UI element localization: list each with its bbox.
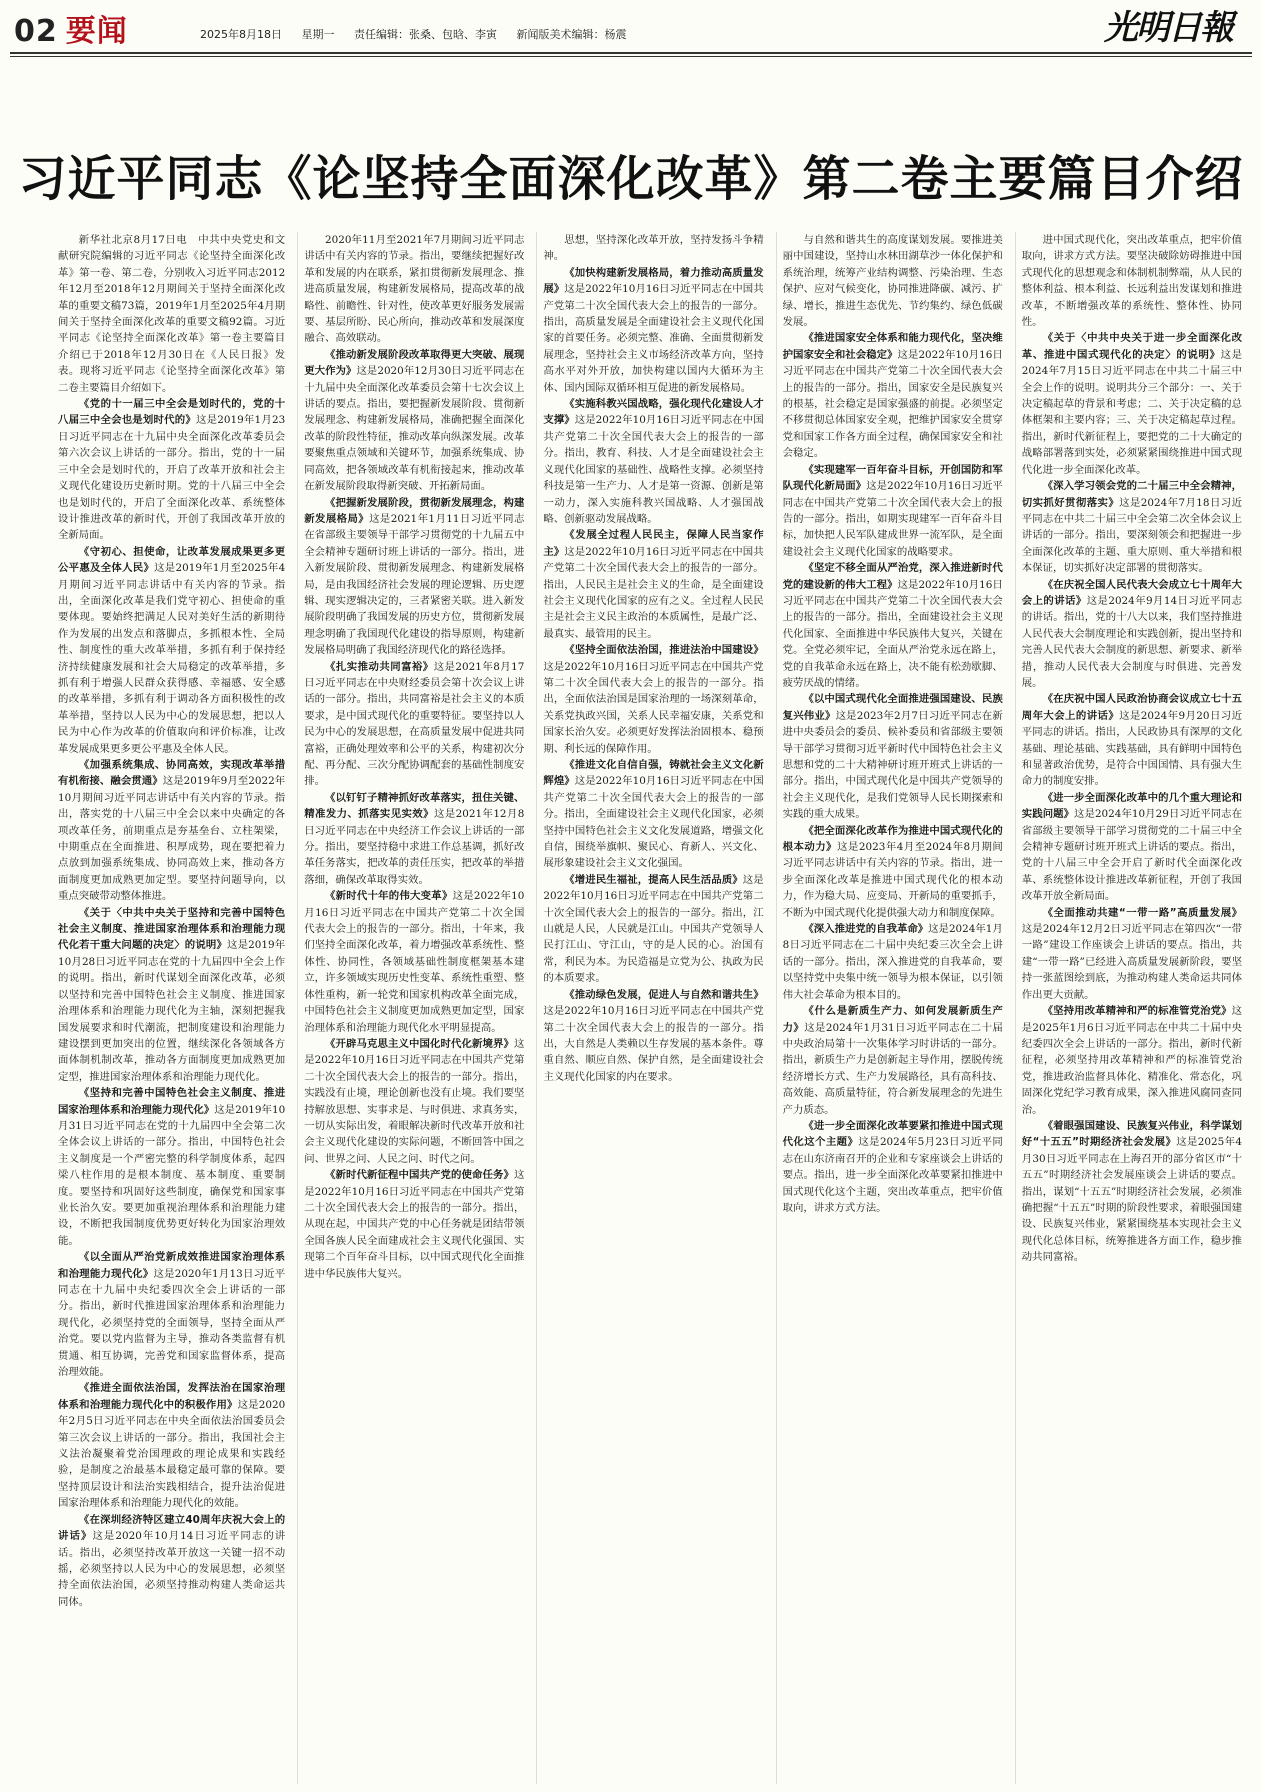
paragraph-text: 这是2024年12月2日习近平同志在第四次“一带一路”建设工作座谈会上讲话的要点。指出，共建“一带一路”已经进入高质量发展新阶段，要坚持一张蓝图绘到底，为推动构建人类命运共同体作出更大贡献。	[1021, 923, 1242, 1001]
article-paragraph	[1022, 790, 1242, 905]
article-paragraph	[783, 1118, 1003, 1216]
section-title: 《推进国家安全体系和能力现代化，坚决维护国家安全和社会稳定》	[782, 332, 1003, 361]
paragraph-text: 思想，坚持深化改革开放，坚持发扬斗争精神。	[543, 234, 764, 263]
article-paragraph	[783, 691, 1003, 822]
paragraph-text: 与自然和谐共生的高度谋划发展。要推进美丽中国建设，坚持山水林田湖草沙一体化保护和系统治理，统筹产业结构调整、污染治理、生态保护、应对气候变化，协同推进降碳、减污、扩绿、增长，推进生态优先、节约集约、绿色低碳发展。	[782, 234, 1003, 329]
paragraph-text: 这是2019年10月28日习近平同志在党的十九届四中全会上作的说明。指出，新时代谋划全面深化改革，必须以坚持和完善中国特色社会主义制度、推进国家治理体系和治理能力现代化为主轴，深刻把握我国发展要求和时代潮流，把制度建设和治理能力建设摆到更加突出的位置，继续深化各领域各方面体制机制改革，推动各方面制度更加成熟更加定型，推进国家治理体系和治理能力现代化。	[58, 939, 286, 1083]
paragraph-text: 这是2022年10月16日习近平同志在中国共产党第二十次全国代表大会上的报告的一部分。指出，国家安全是民族复兴的根基，社会稳定是国家强盛的前提。必须坚定不移贯彻总体国家安全观，把维护国家安全贯穿党和国家工作各方面全过程，确保国家安全和社会稳定。	[782, 348, 1003, 460]
paragraph-text: 这是2024年9月20日习近平同志的讲话。指出，人民政协具有深厚的文化基础、理论基础、实践基础，具有鲜明中国特色和显著政治优势，是符合中国国情、具有强大生命力的制度安排。	[1021, 709, 1242, 788]
column-1-items	[58, 396, 285, 1610]
section-title: 《开辟马克思主义中国化时代化新境界》	[324, 1037, 514, 1050]
article-paragraph	[304, 347, 524, 495]
article-paragraph	[304, 232, 524, 347]
article-paragraph	[543, 527, 763, 642]
article-paragraph	[1022, 232, 1242, 330]
headline: 习近平同志《论坚持全面深化改革》第二卷主要篇目介绍	[18, 151, 1244, 207]
section-title: 《加强系统集成、协同高效，实现改革举措有机衔接、融会贯通》	[58, 759, 286, 788]
paragraph-text: 这是2020年12月30日习近平同志在十九届中央全面深化改革委员会第十七次会议上讲话的要点。指出，要把握新发展阶段、贯彻新发展理念、构建新发展格局，准确把握全面深化改革的阶段性特征，推动改革向纵深发展。改革要聚焦重点领域和关键环节，加强系统集成、协同高效，把各领域改革有机衔接起来，推动改革在新发展阶段取得新突破、开拓新局面。	[304, 365, 525, 493]
section-title: 《实施科教兴国战略，强化现代化建设人才支撑》	[543, 398, 764, 427]
masthead	[0, 0, 1262, 54]
section-title: 《进一步全面深化改革中的几个重大理论和实践问题》	[1021, 791, 1242, 821]
column-5-items	[1022, 232, 1242, 1266]
paragraph-text: 这是2021年1月11日习近平同志在省部级主要领导干部学习贯彻党的十九届五中全会精神专题研讨班上讲话的一部分。指出，进入新发展阶段、贯彻新发展理念、构建新发展格局，是由我国经济社会发展的理论逻辑、历史逻辑、现实逻辑决定的，三者紧密关联。进入新发展阶段明确了我国发展的历史方位，贯彻新发展理念明确了我国现代化建设的指导原则，构建新发展格局明确了我国经济现代化的路径选择。	[304, 512, 525, 657]
article-paragraph	[304, 495, 524, 659]
section-title: 《把握新发展阶段，贯彻新发展理念，构建新发展格局》	[304, 496, 525, 525]
paragraph-text: 这是2024年5月23日习近平同志在山东济南召开的企业和专家座谈会上讲话的要点。指出，进一步全面深化改革要紧扣推进中国式现代化这个主题，突出改革重点，把牢价值取向，讲求方式方法。	[782, 1136, 1003, 1214]
section-title: 《把全面深化改革作为推进中国式现代化的根本动力》	[782, 824, 1003, 854]
article-paragraph	[1022, 1118, 1242, 1266]
paragraph-text: 这是2022年10月16日习近平同志在中国共产党第二十次全国代表大会上的报告的一部分。指出，实践没有止境，理论创新也没有止境。我们要坚持解放思想、实事求是、与时俱进、求真务实，一切从实际出发，着眼解决新时代改革开放和社会主义现代化建设的实际问题，不断回答中国之问、世界之问、人民之问、时代之问。	[304, 1037, 525, 1165]
article-paragraph	[58, 1512, 285, 1610]
article-paragraph	[543, 265, 763, 396]
paragraph-text: 这是2019年10月31日习近平同志在党的十九届四中全会第二次全体会议上讲话的一部分。指出，中国特色社会主义制度是一个严密完整的科学制度体系，起四梁八柱作用的是根本制度、基本制度、重要制度。要坚持和巩固好这些制度，确保党和国家事业长治久安。要更加重视治理体系和治理能力建设，不断把我国制度优势更好转化为国家治理效能。	[58, 1103, 286, 1247]
article-paragraph	[304, 659, 524, 790]
column-3-items	[543, 232, 763, 1085]
column-3	[536, 232, 763, 1784]
section-title: 《关于〈中共中央关于进一步全面深化改革、推进中国式现代化的决定〉的说明》	[1021, 332, 1242, 361]
article-paragraph	[304, 1167, 524, 1282]
paragraph-text: 这是2022年10月16日习近平同志在中国共产党第二十次全国代表大会上的报告的一部分。指出，人民民主是社会主义的生命，是全面建设社会主义现代化国家的应有之义。全过程人民民主是社会主义民主政治的本质属性，是最广泛、最真实、最管用的民主。	[543, 545, 764, 640]
article-lead: 新华社北京8月17日电 中共中央党史和文献研究院编辑的习近平同志《论坚持全面深化改革》第一卷、第二卷，分别收入习近平同志2012年12月至2018年12月期间关于坚持全面深化改革的重要文稿73篇，2019年1月至2025年4月期间关于坚持全面深化改革的重要文稿92篇。习近平同志《论坚持全面深化改革》第一卷主要篇目介绍已于2018年12月30日在《人民日报》发表。现将习近平同志《论坚持全面深化改革》第二卷主要篇目介绍如下。	[58, 234, 286, 394]
section-title: 《着眼强国建设、民族复兴伟业，科学谋划好“十五五”时期经济社会发展》	[1021, 1119, 1242, 1149]
paragraph-text: 这是2024年10月29日习近平同志在省部级主要领导干部学习贯彻党的二十届三中全会精神专题研讨班开班式上讲话的要点。指出，党的十八届三中全会开启了新时代全面深化改革、系统整体设计推进改革新征程，开创了我国改革开放全新局面。	[1021, 808, 1242, 903]
article-paragraph	[1022, 577, 1242, 692]
paragraph-text: 这是2025年1月6日习近平同志在中共二十届中央纪委四次全会上讲话的一部分。指出，新时代新征程，必须坚持用改革精神和严的标准管党治党，推进政治监督具体化、精准化、常态化，巩固深化党纪学习教育成果，深入推进风腐同查同治。	[1021, 1005, 1242, 1116]
article-body	[58, 232, 1242, 1784]
section-title: 《推进文化自信自强，铸就社会主义文化新辉煌》	[543, 759, 764, 788]
section-title: 《发展全过程人民民主，保障人民当家作主》	[543, 529, 764, 558]
column-2	[297, 232, 524, 1784]
section-title: 《坚定不移全面从严治党，深入推进新时代党的建设新的伟大工程》	[782, 562, 1003, 591]
section-title: 《推动绿色发展，促进人与自然和谐共生》	[564, 988, 764, 1001]
header-rule	[10, 52, 1252, 54]
section-title: 《在深圳经济特区建立40周年庆祝大会上的讲话》	[58, 1513, 286, 1543]
article-paragraph	[304, 790, 524, 888]
section-title: 《坚持和完善中国特色社会主义制度、推进国家治理体系和治理能力现代化》	[58, 1087, 286, 1116]
section-title: 《推动新发展阶段改革取得更大突破、展现更大作为》	[304, 348, 525, 378]
paragraph-text: 这是2024年7月18日习近平同志在中共二十届三中全会第二次全体会议上讲话的一部分。指出，要深刻领会和把握进一步全面深化改革的主题、重大原则、重大举措和根本保证，切实抓好决定部署的贯彻落实。	[1021, 496, 1242, 575]
article-paragraph	[58, 1249, 285, 1380]
article-paragraph	[783, 1003, 1003, 1118]
art-editor: 新闻版美术编辑：杨震	[516, 28, 627, 41]
column-2-items	[304, 232, 524, 1282]
article-paragraph	[543, 987, 763, 1085]
section-title: 《扎实推动共同富裕》	[324, 660, 434, 673]
article-paragraph	[543, 872, 763, 987]
article-paragraph	[58, 544, 285, 757]
paragraph-text: 这是2022年10月16日习近平同志在中国共产党第二十次全国代表大会上的报告的一部分。指出，全面建设社会主义现代化国家、全面推进中华民族伟大复兴，关键在党。全党必须牢记，全面从严治党永远在路上，党的自我革命永远在路上，决不能有松劲歇脚、疲劳厌战的情绪。	[782, 578, 1003, 689]
paragraph-text: 这是2024年1月31日习近平同志在二十届中央政治局第十一次集体学习时讲话的一部分。指出，新质生产力是创新起主导作用，摆脱传统经济增长方式、生产力发展路径，具有高科技、高效能、高质量特征，符合新发展理念的先进生产力质态。	[782, 1021, 1003, 1116]
section-title: 《全面推动共建“一带一路”高质量发展》	[1042, 906, 1242, 919]
section-title: 《加快构建新发展格局，着力推动高质量发展》	[543, 266, 764, 296]
section-title: 《深入推进党的自我革命》	[803, 923, 929, 936]
issue-date: 2025年8月18日	[200, 28, 282, 41]
paragraph-text: 这是2024年7月15日习近平同志在中共二十届三中全会上作的说明。说明共分三个部分：一、关于决定稿起草的背景和考虑；二、关于决定稿的总体框架和主要内容；三、关于决定稿起草过程。指出，新时代新征程上，要把党的二十大确定的战略部署落到实处，必须紧紧围绕推进中国式现代化进一步全面深化改革。	[1021, 348, 1242, 476]
section-title: 《坚持用改革精神和严的标准管党治党》	[1042, 1005, 1232, 1018]
issue-meta	[200, 26, 643, 42]
paragraph-text: 这是2024年1月8日习近平同志在二十届中央纪委三次全会上讲话的一部分。指出，深入推进党的自我革命，要以坚持党中央集中统一领导为根本保证，以引领伟大社会革命为根本目的。	[782, 923, 1003, 1001]
paragraph-text: 这是2022年10月16日习近平同志在中国共产党第二十次全国代表大会上的报告的一部分。指出，高质量发展是全面建设社会主义现代化国家的首要任务。必须完整、准确、全面贯彻新发展理念，坚持社会主义市场经济改革方向，坚持高水平对外开放，加快构建以国内大循环为主体、国内国际双循环相互促进的新发展格局。	[543, 283, 764, 394]
paragraph-text: 这是2020年10月14日习近平同志的讲话。指出，必须坚持改革开放这一关键一招不动摇，必须坚持以人民为中心的发展思想，必须坚持全面依法治国，必须坚持推动构建人类命运共同体。	[58, 1530, 286, 1608]
editors: 责任编辑：张桑、包晗、李寅	[354, 28, 497, 41]
article-paragraph	[543, 396, 763, 527]
section-title: 《守初心、担使命，让改革发展成果更多更公平惠及全体人民》	[58, 545, 286, 575]
section-title: 《以钉钉子精神抓好改革落实，扭住关键、精准发力、抓落实见实效》	[304, 791, 525, 821]
paragraph-text: 这是2019年1月23日习近平同志在十九届中央全面深化改革委员会第六次会议上讲话的一部分。指出，党的十一届三中全会是划时代的，开启了改革开放和社会主义现代化建设历史新时期。党的十八届三中全会也是划时代的，开启了全面深化改革、系统整体设计推进改革的新时代，开创了我国改革开放的全新局面。	[58, 414, 286, 542]
paragraph-text: 这是2023年4月至2024年8月期间习近平同志讲话中有关内容的节录。指出，进一步全面深化改革是推进中国式现代化的根本动力，作为稳大局、应变局、开新局的重要抓手，不断为中国式现代化提供强大动力和制度保障。	[782, 841, 1003, 919]
section-title: 《坚持全面依法治国，推进法治中国建设》	[564, 644, 764, 657]
paragraph-text: 这是2022年10月16日习近平同志在中国共产党第二十次全国代表大会上的报告的一部分。指出，从现在起，中国共产党的中心任务就是团结带领全国各族人民全面建成社会主义现代化强国、实现第二个百年奋斗目标，以中国式现代化全面推进中华民族伟大复兴。	[304, 1169, 525, 1280]
column-1	[58, 232, 285, 1784]
section-title: 《新时代十年的伟大变革》	[324, 890, 453, 903]
paragraph-text: 这是2020年1月13日习近平同志在十九届中央纪委四次全会上讲话的一部分。指出，新时代推进国家治理体系和治理能力现代化，必须坚持党的全面领导，坚持全面从严治党。要以党内监督为主导，推动各类监督有机贯通、相互协调，完善党和国家监督体系，提高治理效能。	[58, 1267, 286, 1379]
article-paragraph	[783, 330, 1003, 461]
section-title: 《实现建军一百年奋斗目标，开创国防和军队现代化新局面》	[782, 463, 1003, 493]
column-4-items	[783, 232, 1003, 1216]
article-paragraph	[783, 921, 1003, 1003]
article-paragraph	[58, 1380, 285, 1511]
header-rule-thin	[10, 56, 1252, 57]
paragraph-text: 这是2021年12月8日习近平同志在中央经济工作会议上讲话的一部分。指出，要坚持稳中求进工作总基调，抓好改革任务落实，把改革的责任压实，把改革的举措落细，确保改革取得实效。	[304, 808, 525, 886]
paragraph-text: 这是2021年8月17日习近平同志在中央财经委员会第十次会议上讲话的一部分。指出，共同富裕是社会主义的本质要求，是中国式现代化的重要特征。要坚持以人民为中心的发展思想，在高质量发展中促进共同富裕，正确处理效率和公平的关系，构建初次分配、再分配、三次分配协调配套的基础性制度安排。	[304, 660, 525, 788]
article-paragraph	[783, 823, 1003, 921]
paragraph-text: 进中国式现代化，突出改革重点，把牢价值取向，讲求方式方法。要坚决破除妨碍推进中国式现代化的思想观念和体制机制弊端，从人民的整体利益、根本利益、长远利益出发谋划和推进改革，不断增强改革的系统性、整体性、协同性。	[1021, 234, 1242, 329]
paragraph-text: 这是2025年4月30日习近平同志在上海召开的部分省区市“十五五”时期经济社会发展座谈会上讲话的要点。指出，谋划“十五五”时期经济社会发展，必须准确把握“十五五”时期的阶段性要求，着眼强国建设、民族复兴伟业，紧紧围绕基本实现社会主义现代化总体目标，统筹推进各方面工作，稳步推动共同富裕。	[1021, 1136, 1242, 1264]
section-title: 《增进民生福祉，提高人民生活品质》	[564, 873, 743, 886]
article-paragraph	[304, 888, 524, 1036]
page-number	[14, 6, 128, 50]
paragraph-text: 这是2019年9月至2022年10月期间习近平同志讲话中有关内容的节录。指出，落实党的十八届三中全会以来中央确定的各项改革任务，前期重点是夯基垒台、立柱架梁，中期重点在全面推进、积厚成势，现在要把着力点放到加强系统集成、协同高效上来，推动各方面制度更加成熟更加定型。要坚持问题导向，以重点突破带动整体推进。	[58, 775, 286, 903]
article-paragraph	[58, 905, 285, 1085]
section-title: 《推进全面依法治国，发挥法治在国家治理体系和治理能力现代化中的积极作用》	[58, 1382, 286, 1411]
section-title: 《新时代新征程中国共产党的使命任务》	[324, 1169, 514, 1182]
article-paragraph	[1022, 330, 1242, 478]
article-paragraph	[58, 1085, 285, 1249]
newspaper-logo: 光明日報	[1104, 8, 1232, 48]
section-title: 《党的十一届三中全会是划时代的，党的十八届三中全会也是划时代的》	[58, 398, 286, 427]
column-5	[1015, 232, 1242, 1784]
page-number-digits: 02	[14, 14, 58, 49]
section-title: 《进一步全面深化改革要紧扣推进中国式现代化这个主题》	[782, 1119, 1003, 1149]
section-title: 《什么是新质生产力、如何发展新质生产力》	[782, 1005, 1003, 1034]
paragraph-text: 这是2022年10月16日习近平同志在中国共产党第二十次全国代表大会上的报告的一部分。指出，如期实现建军一百年奋斗目标，加快把人民军队建成世界一流军队，是全面建设社会主义现代化国家的战略要求。	[782, 480, 1003, 558]
article-paragraph	[58, 757, 285, 905]
section-title: 《在庆祝全国人民代表大会成立七十周年大会上的讲话》	[1021, 578, 1242, 607]
issue-weekday: 星期一	[301, 28, 335, 41]
article-paragraph	[543, 232, 763, 265]
article-paragraph	[1022, 691, 1242, 789]
paragraph-text: 这是2022年10月16日习近平同志在中国共产党第二十次全国代表大会上的报告的一部分。指出，教育、科技、人才是全面建设社会主义现代化国家的基础性、战略性支撑。必须坚持科技是第一生产力、人才是第一资源、创新是第一动力，深入实施科教兴国战略、人才强国战略、创新驱动发展战略。	[543, 414, 764, 525]
article-paragraph	[783, 462, 1003, 560]
paragraph-text: 2020年11月至2021年7月期间习近平同志讲话中有关内容的节录。指出，要继续把握好改革和发展的内在联系，紧扣贯彻新发展理念、推进高质量发展，构建新发展格局，提高改革的战略性、前瞻性、针对性，使改革更好服务发展需要、基层所盼、民心所向，推动改革和发展深度融合、高效联动。	[304, 234, 525, 345]
section-title: 《在庆祝中国人民政治协商会议成立七十五周年大会上的讲话》	[1021, 693, 1242, 722]
paragraph-text: 这是2022年10月16日习近平同志在中国共产党第二十次全国代表大会上的报告的一部分。指出，江山就是人民，人民就是江山。中国共产党领导人民打江山、守江山，守的是人民的心。治国有常，利民为本。为民造福是立党为公、执政为民的本质要求。	[543, 873, 764, 985]
paragraph-text: 这是2023年2月7日习近平同志在新进中央委员会的委员、候补委员和省部级主要领导干部学习贯彻习近平新时代中国特色社会主义思想和党的二十大精神研讨班开班式上讲话的一部分。指出，中国式现代化是中国共产党领导的社会主义现代化，是我们党领导人民长期探索和实践的重大成果。	[782, 709, 1003, 821]
paragraph-text: 这是2020年2月5日习近平同志在中央全面依法治国委员会第三次会议上讲话的一部分。指出，我国社会主义法治凝聚着党治国理政的理论成果和实践经验，是制度之治最基本最稳定最可靠的保障。要坚持顶层设计和法治实践相结合，提升法治促进国家治理体系和治理能力现代化的效能。	[58, 1398, 286, 1510]
section-name: 要闻	[65, 14, 128, 49]
paragraph-text: 这是2019年1月至2025年4月期间习近平同志讲话中有关内容的节录。指出，全面深化改革是我们党守初心、担使命的重要体现。要始终把满足人民对美好生活的新期待作为发展的出发点和落脚点，多抓根本性、全局性、制度性的重大改革举措，多抓有利于保持经济持续健康发展和社会大局稳定的改革举措，多抓有利于增强人民群众获得感、幸福感、安全感的改革举措，多抓有利于调动各方面积极性的改革举措，坚持以人民为中心的发展思想，把以人民为中心作为改革的价值取向和评价标准，让改革发展成果更多更公平惠及全体人民。	[58, 562, 286, 755]
paragraph-text: 这是2024年9月14日习近平同志的讲话。指出，党的十八大以来，我们坚持推进人民代表大会制度理论和实践创新，提出坚持和完善人民代表大会制度的新思想、新要求、新举措，推动人民代表大会制度与时俱进、完善发展。	[1021, 594, 1242, 689]
article-paragraph	[1022, 1003, 1242, 1118]
article-paragraph	[543, 642, 763, 757]
section-title: 《关于〈中共中央关于坚持和完善中国特色社会主义制度、推进国家治理体系和治理能力现代化若干重大问题的决定〉的说明》	[58, 906, 286, 952]
section-title: 《深入学习领会党的二十届三中全会精神，切实抓好贯彻落实》	[1021, 480, 1242, 509]
paragraph-text: 这是2022年10月16日习近平同志在中国共产党第二十次全国代表大会上的报告的一部分。指出，全面依法治国是国家治理的一场深刻革命，关系党执政兴国，关系人民幸福安康，关系党和国家长治久安。必须更好发挥法治固根本、稳预期、利长远的保障作用。	[543, 660, 764, 755]
article-paragraph	[783, 232, 1003, 330]
article-paragraph	[783, 560, 1003, 691]
article-paragraph	[543, 757, 763, 872]
column-4	[776, 232, 1003, 1784]
paragraph-text: 这是2022年10月16日习近平同志在中国共产党第二十次全国代表大会上的报告的一部分。指出，全面建设社会主义现代化国家，必须坚持中国特色社会主义文化发展道路，增强文化自信，围绕举旗帜、聚民心、育新人、兴文化、展形象建设社会主义文化强国。	[543, 775, 764, 870]
section-title: 《以中国式现代化全面推进强国建设、民族复兴伟业》	[782, 693, 1003, 722]
article-paragraph	[58, 396, 285, 544]
article-paragraph	[304, 1036, 524, 1167]
article-paragraph	[1022, 478, 1242, 576]
paragraph-text: 这是2022年10月16日习近平同志在中国共产党第二十次全国代表大会上的报告的一部分。指出，大自然是人类赖以生存发展的基本条件。尊重自然、顺应自然、保护自然，是全面建设社会主义现代化国家的内在要求。	[543, 1005, 764, 1083]
paragraph-text: 这是2022年10月16日习近平同志在中国共产党第二十次全国代表大会上的报告的一部分。指出，十年来，我们坚持全面深化改革，着力增强改革系统性、整体性、协同性，各领域基础性制度框架基本建立，许多领域实现历史性变革、系统性重塑、整体性重构，新一轮党和国家机构改革全面完成，中国特色社会主义制度更加成熟更加定型，国家治理体系和治理能力现代化水平明显提高。	[304, 890, 525, 1034]
article-paragraph	[1022, 905, 1242, 1003]
section-title: 《以全面从严治党新成效推进国家治理体系和治理能力现代化》	[58, 1251, 286, 1280]
